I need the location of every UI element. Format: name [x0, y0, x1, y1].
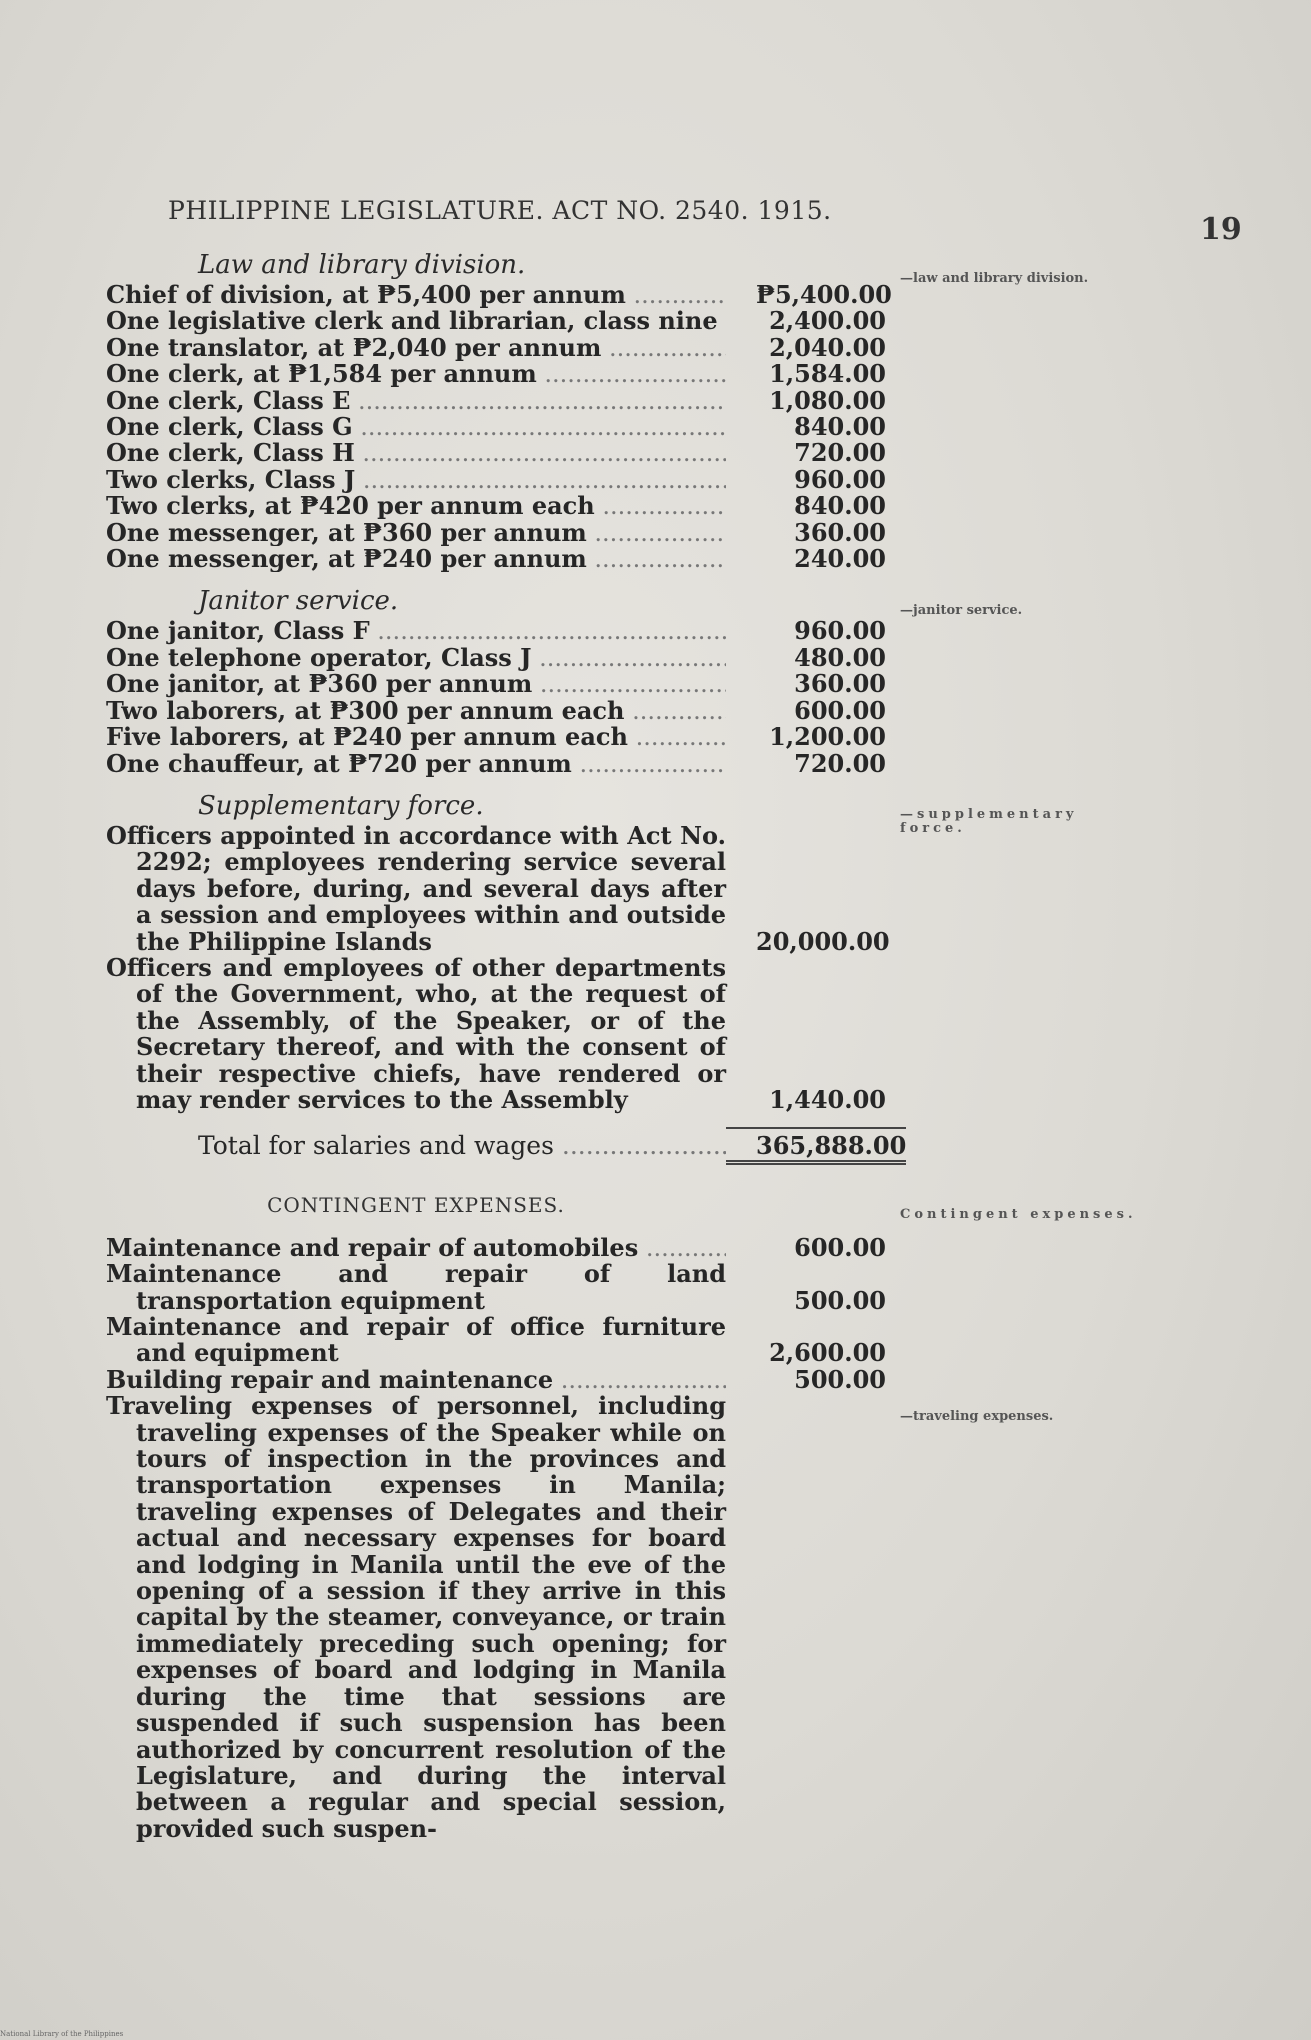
row-amount: ₱5,400.00: [756, 280, 892, 309]
row-desc: One janitor, Class F .....: [106, 618, 726, 644]
row-amount: 2,400.00: [769, 306, 886, 336]
row-desc: One telephone operator, Class J .....: [106, 645, 726, 671]
para-desc: Maintenance and repair of office furniture and equipment: [106, 1312, 726, 1368]
footer-watermark: National Library of the Philippines: [0, 2030, 124, 2038]
para-amount: 2,600.00: [769, 1338, 886, 1368]
supplementary-item-2: [106, 952, 906, 1114]
row-amount: 1,080.00: [769, 385, 886, 415]
margin-note-contingent: Contingent expenses.: [900, 1207, 1137, 1222]
row-desc: Building repair and maintenance .....: [106, 1367, 726, 1393]
supplementary-item-1: [106, 820, 906, 956]
table-row: [106, 332, 906, 362]
row-amount: 720.00: [794, 748, 886, 778]
total-label: Total for salaries and wages .....: [106, 1133, 726, 1159]
table-row: [106, 414, 906, 440]
table-row: [106, 724, 906, 750]
para-desc: Officers and employees of other departments of the Government, who, at the request of the Assembly, of the Speaker, or of the Secretary thereof, and with the consent of their respective chiefs, have rendered or may render services to the Assembly: [106, 952, 726, 1114]
row-desc: One janitor, at ₱360 per annum .....: [106, 671, 726, 697]
row-amount: 960.00: [794, 616, 886, 646]
row-desc: One messenger, at ₱360 per annum .....: [106, 520, 726, 546]
traveling-expenses-paragraph: [106, 1393, 906, 1842]
row-desc: Chief of division, at ₱5,400 per annum .....: [106, 282, 726, 308]
spacer: [106, 777, 906, 791]
margin-note-supplementary: —supplementary force.: [900, 807, 1078, 836]
table-row: [106, 308, 906, 334]
row-desc: One chauffeur, at ₱720 per annum .....: [106, 751, 726, 777]
row-amount: 600.00: [794, 695, 886, 725]
table-row: [106, 748, 906, 778]
margin-note-janitor: —janitor service.: [900, 603, 1023, 618]
row-desc: Maintenance and repair of automobiles .....: [106, 1235, 726, 1261]
row-amount: 360.00: [794, 669, 886, 699]
row-amount: 500.00: [794, 1364, 886, 1394]
row-desc: One clerk, Class G .....: [106, 414, 726, 440]
row-amount: 360.00: [794, 517, 886, 547]
row-desc: One legislative clerk and librarian, class nine .....: [106, 308, 726, 334]
row-desc: One translator, at ₱2,040 per annum .....: [106, 335, 726, 361]
table-row: [106, 282, 906, 308]
page-number: 19: [1200, 212, 1242, 247]
row-desc: One messenger, at ₱240 per annum .....: [106, 546, 726, 572]
row-amount: 1,584.00: [769, 359, 886, 389]
row-amount: 240.00: [794, 544, 886, 574]
row-desc: One clerk, Class H .....: [106, 440, 726, 466]
row-amount: 840.00: [794, 491, 886, 521]
section-title-supplementary: Supplementary force.: [198, 790, 484, 821]
total-row: [106, 1127, 906, 1164]
table-row: [106, 695, 906, 725]
spacer: [106, 572, 906, 586]
table-row: [106, 671, 906, 697]
section-title-janitor: Janitor service.: [198, 586, 399, 617]
row-amount: 2,040.00: [769, 332, 886, 362]
row-desc: Two laborers, at ₱300 per annum each .....: [106, 698, 726, 724]
table-row: [106, 517, 906, 547]
margin-note-law: —law and library division.: [900, 271, 1089, 286]
janitor-list: [106, 618, 906, 776]
row-desc: One clerk, at ₱1,584 per annum .....: [106, 361, 726, 387]
para-desc: Officers appointed in accordance with Act No. 2292; employees rendering service several days before, during, and several days after a session and employees within and outside the Philippine Islands: [106, 820, 726, 956]
para-amount: 500.00: [794, 1285, 886, 1315]
row-amount: 840.00: [794, 412, 886, 442]
para-amount: 1,440.00: [769, 1084, 886, 1114]
table-row: [106, 1314, 906, 1367]
row-desc: One clerk, Class E .....: [106, 388, 726, 414]
para-desc: Traveling expenses of personnel, including traveling expenses of the Speaker while on tours of inspection in the provinces and transportation expenses in Manila; traveling expenses of Delegates and their actual and necessary expenses for board and lodging in Manila until the eve of the opening of a session if they arrive in this capital by the steamer, conveyance, or train immediately preceding such opening; for expenses of board and lodging in Manila during the time that sessions are suspended if such suspension has been authorized by concurrent resolution of the Legislature, and during the interval between a regular and special session, provided such suspen-: [106, 1391, 726, 1843]
row-desc: Two clerks, Class J .....: [106, 467, 726, 493]
contingent-heading: CONTINGENT EXPENSES.: [267, 1192, 565, 1217]
table-row: [106, 1364, 906, 1394]
total-amount: 365,888.00: [726, 1127, 906, 1164]
table-row: [106, 1261, 906, 1314]
table-row: [106, 361, 906, 387]
section-title-law: Law and library division.: [198, 250, 526, 280]
row-amount: 600.00: [794, 1232, 886, 1262]
running-header: PHILIPPINE LEGISLATURE. ACT NO. 2540. 1915.: [168, 196, 832, 225]
table-row: [106, 618, 906, 644]
row-amount: 720.00: [794, 438, 886, 468]
table-row: [106, 493, 906, 519]
document-body: [106, 250, 906, 1842]
row-desc: Five laborers, at ₱240 per annum each .....: [106, 724, 726, 750]
table-row: [106, 464, 906, 494]
table-row: [106, 440, 906, 466]
table-row: [106, 642, 906, 672]
para-desc: Maintenance and repair of land transportation equipment: [106, 1259, 726, 1315]
table-row: [106, 385, 906, 415]
row-amount: 960.00: [794, 464, 886, 494]
row-amount: 1,200.00: [769, 722, 886, 752]
para-amount: 20,000.00: [756, 926, 890, 956]
row-amount: 480.00: [794, 642, 886, 672]
table-row: [106, 1232, 906, 1262]
table-row: [106, 546, 906, 572]
law-library-list: [106, 282, 906, 572]
row-desc: Two clerks, at ₱420 per annum each .....: [106, 493, 726, 519]
margin-note-traveling: —traveling expenses.: [900, 1409, 1054, 1424]
